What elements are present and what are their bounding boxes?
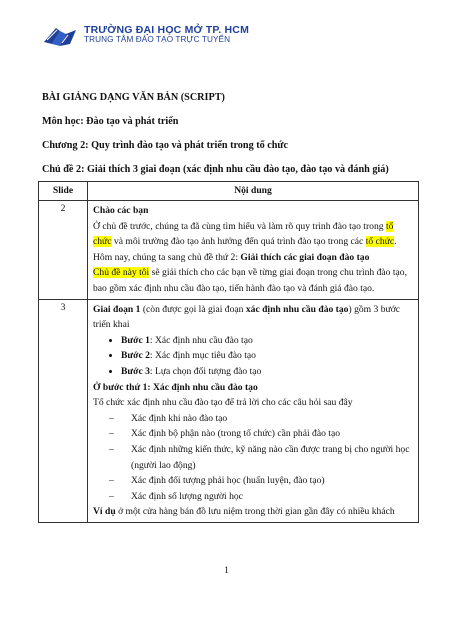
paragraph bbox=[93, 302, 413, 333]
step-label: Bước 3 bbox=[121, 365, 150, 377]
highlighted-text: tổ chức bbox=[93, 220, 394, 248]
question-text: Xác định bộ phận nào (trong tổ chức) cần phải đào tạo bbox=[131, 428, 340, 440]
logo-center-name: TRUNG TÂM ĐÀO TẠO TRỰC TUYẾN bbox=[84, 35, 231, 45]
step-label: Bước 2 bbox=[121, 350, 150, 362]
question-text: Xác định những kiến thức, kỹ năng nào cần được trang bị cho người học (người lao động) bbox=[131, 443, 410, 471]
paragraph bbox=[93, 250, 413, 266]
bold-text: Ví dụ bbox=[93, 506, 116, 518]
subject-heading: Môn học: Đào tạo và phát triển bbox=[42, 116, 179, 127]
text-run: ) gồm 3 bước triển khai bbox=[93, 303, 401, 331]
university-logo bbox=[42, 22, 249, 48]
script-table bbox=[38, 181, 419, 523]
slide-number: 2 bbox=[39, 201, 88, 300]
step-text: : Lựa chọn đối tượng đào tạo bbox=[149, 365, 262, 377]
text-run: Ở chủ đề trước, chúng ta đã cùng tìm hiểu và làm rõ quy trình đào tạo trong bbox=[93, 220, 386, 232]
header-slide: Slide bbox=[39, 182, 88, 201]
slide-content bbox=[88, 201, 419, 300]
example-paragraph bbox=[93, 504, 413, 520]
text-run: . bbox=[394, 236, 397, 248]
step-text: : Xác định mục tiêu đào tạo bbox=[149, 350, 256, 362]
question-text: Xác định khi nào đào tạo bbox=[131, 412, 228, 424]
question-text: Xác định đối tượng phải học (huấn luyện, đào tạo) bbox=[131, 475, 325, 487]
question-text: Xác định số lượng người học bbox=[131, 490, 243, 502]
bold-text: xác định nhu cầu đào tạo bbox=[245, 303, 349, 315]
dash-bullet: – bbox=[109, 443, 114, 455]
steps-list bbox=[93, 333, 413, 380]
dash-bullet: – bbox=[109, 428, 114, 440]
page-number: 1 bbox=[224, 566, 229, 576]
logo-university-name: TRƯỜNG ĐẠI HỌC MỞ TP. HCM bbox=[84, 24, 250, 37]
list-item bbox=[109, 442, 413, 473]
paragraph bbox=[93, 265, 413, 296]
step1-intro: Tổ chức xác định nhu cầu đào tạo để trả lời cho các câu hỏi sau đây bbox=[93, 397, 353, 409]
step-label: Bước 1 bbox=[121, 334, 150, 346]
text-run: (còn được gọi là giai đoạn bbox=[140, 303, 246, 315]
chapter-heading: Chương 2: Quy trình đào tạo và phát triển trong tổ chức bbox=[42, 140, 289, 151]
questions-list bbox=[93, 411, 413, 505]
table-row bbox=[39, 201, 419, 300]
step1-heading: Ở bước thứ 1: Xác định nhu cầu đào tạo bbox=[93, 381, 258, 393]
dash-bullet: – bbox=[109, 475, 114, 487]
header-content: Nội dung bbox=[88, 182, 419, 201]
table-header-row bbox=[39, 182, 419, 201]
topic-heading: Chủ đề 2: Giải thích 3 giai đoạn (xác định nhu cầu đào tạo, đào tạo và đánh giá) bbox=[42, 164, 389, 175]
text-run: và môi trường đào tạo ảnh hưởng đến quá trình đào tạo trong các bbox=[111, 236, 366, 248]
dash-bullet: – bbox=[109, 490, 114, 502]
book-logo-icon bbox=[42, 22, 78, 48]
list-item bbox=[109, 411, 413, 427]
slide-number: 3 bbox=[39, 299, 88, 522]
bold-text: Giải thích các giai đoạn đào tạo bbox=[240, 251, 370, 263]
list-item bbox=[109, 473, 413, 489]
list-item bbox=[121, 364, 413, 380]
list-item bbox=[121, 333, 413, 349]
list-item bbox=[109, 426, 413, 442]
bold-text: Giai đoạn 1 bbox=[93, 303, 141, 315]
highlighted-text: tổ chức bbox=[365, 236, 395, 248]
document-title: BÀI GIẢNG DẠNG VĂN BẢN (SCRIPT) bbox=[42, 92, 225, 103]
paragraph bbox=[93, 219, 413, 250]
highlighted-text: Chủ đề này tôi bbox=[93, 267, 150, 279]
text-run: ở một cửa hàng bán đồ lưu niệm trong thời gian gần đây có nhiều khách bbox=[115, 506, 395, 518]
table-row bbox=[39, 299, 419, 522]
list-item bbox=[121, 348, 413, 364]
slide-content bbox=[88, 299, 419, 522]
greeting: Chào các bạn bbox=[93, 205, 149, 216]
text-run: Hôm nay, chúng ta sang chủ đề thứ 2: bbox=[93, 251, 241, 263]
list-item bbox=[109, 489, 413, 505]
dash-bullet: – bbox=[109, 412, 114, 424]
text-run: sẽ giải thích cho các bạn về từng giai đoạn trong chu trình đào tạo, bao gồm xác định nhu cầu đào tạo, tiến hành đào tạo và đánh giá đào tạo. bbox=[93, 267, 407, 294]
step-text: : Xác định nhu cầu đào tạo bbox=[149, 334, 253, 346]
